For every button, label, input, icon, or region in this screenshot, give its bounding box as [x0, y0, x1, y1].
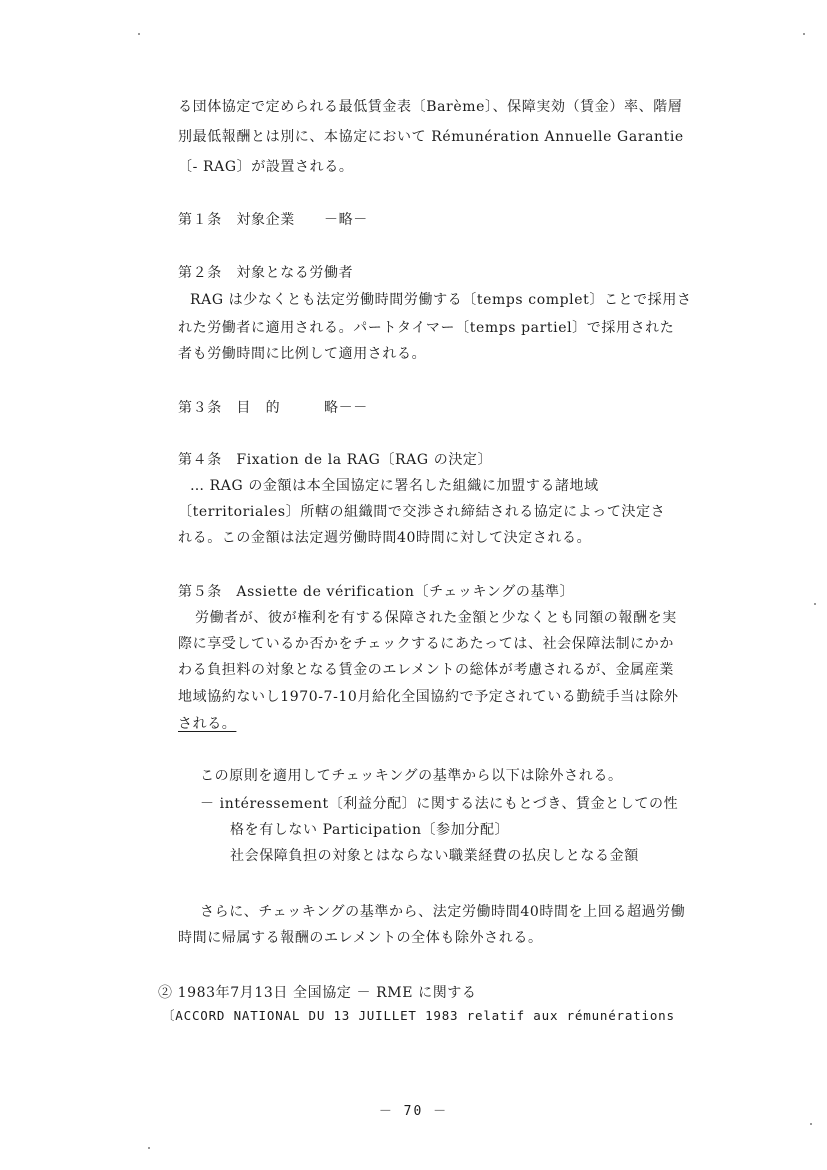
page-number: － 70 －: [378, 1104, 449, 1119]
article-2-line-1: RAG は少なくとも法定労働時間労働する〔temps complet〕ことで採用さ: [190, 292, 692, 308]
section-2-title: ② 1983年7月13日 全国協定 － RME に関する: [158, 985, 477, 1001]
article-5-line-4: 地域協約ないし1970-7-10月給化全国協約で予定されている勤続手当は除外: [178, 689, 679, 705]
article-5-p2-line-1: この原則を適用してチェッキングの基準から以下は除外される。: [200, 768, 623, 784]
intro-line-1: る団体協定で定められる最低賃金表〔Barème〕、保障実効（賃金）率、階層: [178, 99, 683, 115]
scan-speck: [803, 33, 805, 35]
article-5-p3-line-1: さらに、チェッキングの基準から、法定労働時間40時間を上回る超過労働: [200, 904, 686, 920]
article-5-p2-line-2: － intéressement〔利益分配〕に関する法にもとづき、賃金としての性: [200, 796, 679, 812]
intro-line-3: 〔- RAG〕が設置される。: [178, 159, 354, 175]
scan-speck: [138, 33, 140, 35]
article-1-heading: 第１条 対象企業 －略－: [178, 212, 368, 228]
scan-speck: [814, 603, 816, 605]
article-4-heading: 第４条 Fixation de la RAG〔RAG の決定〕: [178, 452, 493, 468]
article-5-p2-line-4: 社会保障負担の対象とはならない職業経費の払戻しとなる金額: [230, 848, 639, 864]
article-5-p3-line-2: 時間に帰属する報酬のエレメントの全体も除外される。: [178, 930, 543, 946]
section-2-subtitle: 〔ACCORD NATIONAL DU 13 JUILLET 1983 relatif aux rémunérations: [162, 1008, 675, 1023]
intro-line-2: 別最低報酬とは別に、本協定において Rémunération Annuelle Garantie: [178, 129, 684, 145]
article-4-line-1: … RAG の金額は本全国協定に署名した組織に加盟する諸地域: [190, 478, 599, 494]
article-4-line-3: れる。この金額は法定週労働時間40時間に対して決定される。: [178, 530, 592, 546]
article-5-heading: 第５条 Assiette de vérification〔チェッキングの基準〕: [178, 584, 575, 600]
article-5-line-3: わる負担料の対象となる賃金のエレメントの総体が考慮されるが、金属産業: [178, 662, 674, 678]
article-5-p2-line-3: 格を有しない Participation〔参加分配〕: [230, 822, 510, 838]
article-2-heading: 第２条 対象となる労働者: [178, 265, 354, 281]
article-5-line-2: 際に享受しているか否かをチェックするにあたっては、社会保障法制にかか: [178, 636, 674, 652]
article-5-line-5: される。: [178, 716, 237, 732]
article-2-line-2: れた労働者に適用される。パートタイマー〔temps partiel〕で採用された: [178, 320, 675, 336]
article-4-line-2: 〔territoriales〕所轄の組織間で交渉され締結される協定によって決定さ: [178, 504, 666, 520]
article-2-line-3: 者も労働時間に比例して適用される。: [178, 346, 427, 362]
scan-speck: [148, 1147, 150, 1149]
article-5-line-1: 労働者が、彼が権利を有する保障された金額と少なくとも同額の報酬を実: [195, 610, 677, 626]
scan-speck: [810, 1123, 812, 1125]
article-3-heading: 第３条 目 的 略－－: [178, 400, 368, 416]
